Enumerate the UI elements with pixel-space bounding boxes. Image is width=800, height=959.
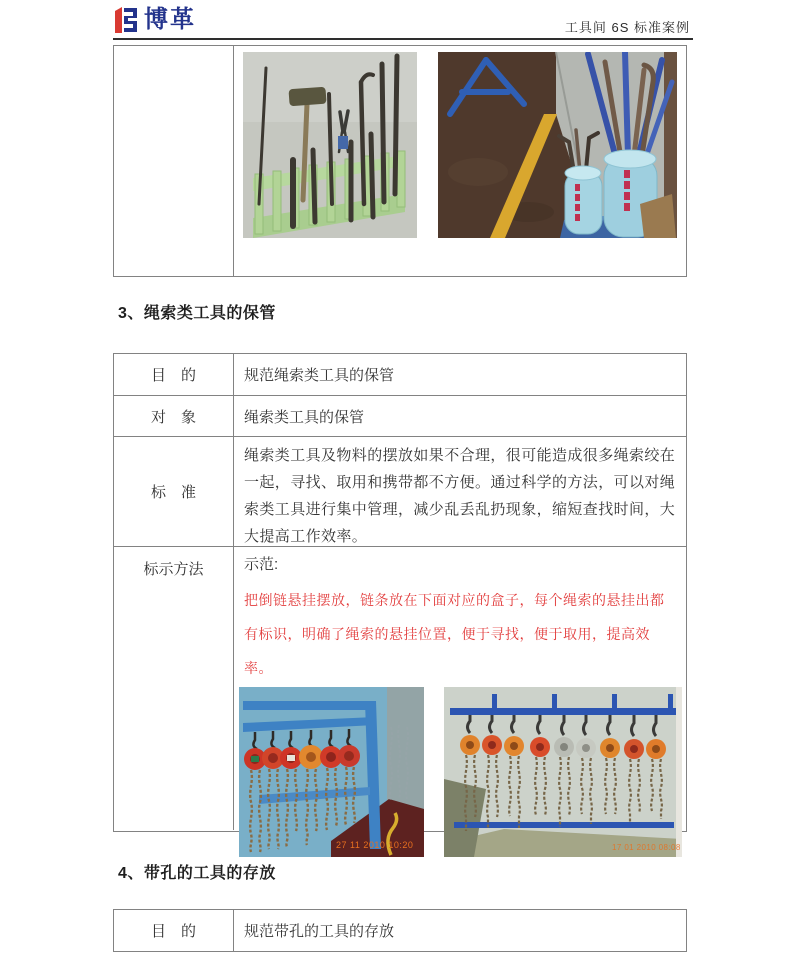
doc-title: 工具间 6S 标准案例 [564,20,690,35]
continuation-label-cell [114,46,234,276]
row-purpose-4 [114,910,686,951]
logo-text: 博革 [144,6,196,33]
standard-paragraph: 绳索类工具及物料的摆放如果不合理，很可能造成很多绳索绞在一起，寻找、取用和携带都不方便。通过科学的方法，可以对绳索类工具进行集中管理，减少乱丢乱扔现象，缩短查找时间，大大提高工作效率。 [244,447,676,545]
marking-label-cell: 标示方法 [114,547,234,830]
purpose4-value-cell: 规范带孔的工具的存放 [244,923,395,940]
row-marking-method [114,547,686,852]
continuation-table [113,45,687,277]
photo-strip-top [234,46,686,238]
photo-timestamp-right: 17 01 2010 08:08 [612,843,681,852]
photo-strip-demo [234,687,686,857]
continuation-photos-cell [234,46,686,276]
demo-label: 示范: [244,556,279,573]
continuation-row [114,46,686,276]
row-standard [114,437,686,547]
boge-logo-icon [113,4,139,36]
row-object [114,396,686,437]
purpose-label-cell: 目 的 [114,354,234,395]
photo-chain-hoist-rack [239,687,424,857]
section-3-table [113,353,687,852]
section-3-heading: 3、绳索类工具的保管 [118,305,276,322]
photo-hammer-rack [243,52,417,238]
header-rule [113,38,693,40]
page-header [113,3,692,37]
red-note: 把倒链悬挂摆放，链条放在下面对应的盒子，每个绳索的悬挂出都有标识，明确了绳索的悬挂位置，便于寻找，便于取用，提高效率。 [244,592,665,676]
marking-content-cell [234,547,686,852]
photo-timestamp-left: 27 11 2010 10:20 [336,840,414,850]
boge-logo [113,4,196,36]
purpose4-label-cell: 目 的 [114,910,234,951]
photo-chain-hoist-rail [444,687,682,857]
object-label-cell: 对 象 [114,396,234,436]
purpose-value-cell: 规范绳索类工具的保管 [244,367,395,384]
photo-crowbar-pipes [438,52,677,238]
object-value-cell: 绳索类工具的保管 [244,408,365,426]
standard-label-cell: 标 准 [114,437,234,546]
section-4-heading: 4、带孔的工具的存放 [118,865,276,882]
row-purpose [114,354,686,396]
standard-value-cell [234,437,686,546]
section-4-table [113,909,687,952]
